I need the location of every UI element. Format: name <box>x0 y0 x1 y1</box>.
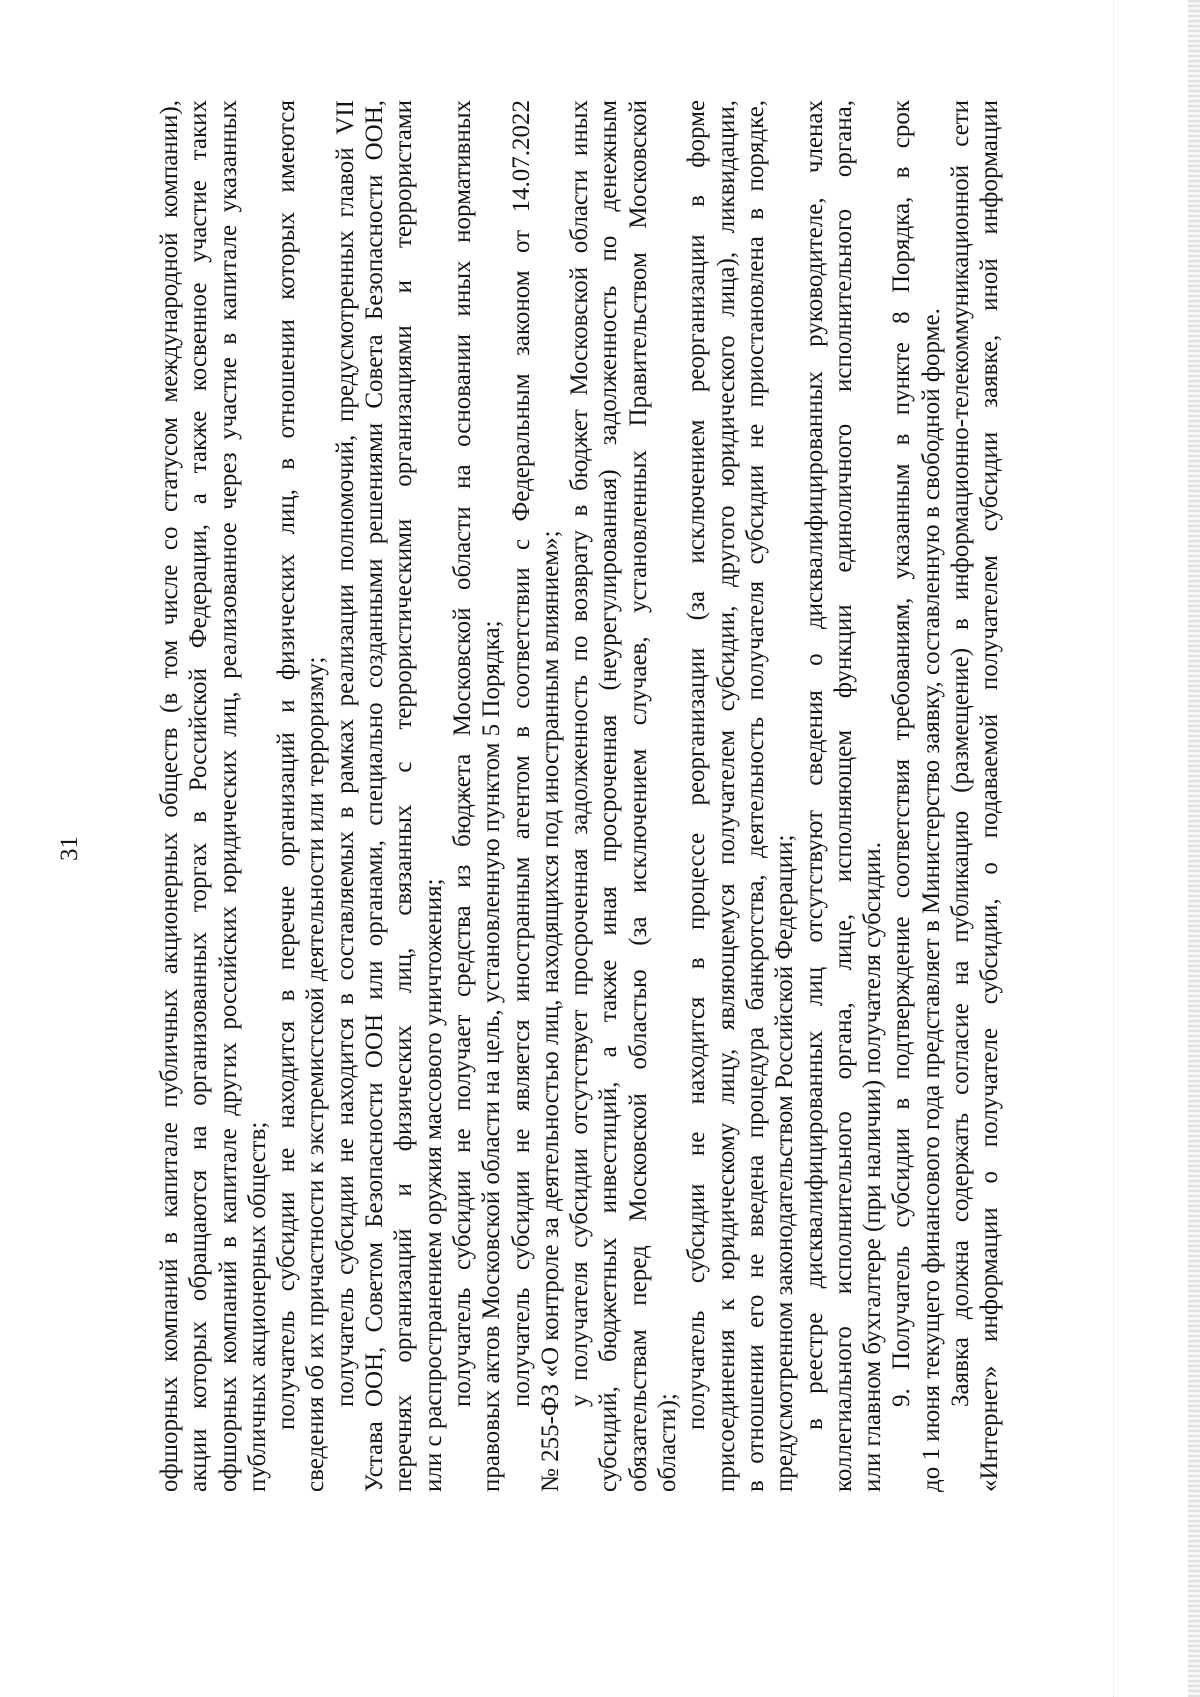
text-line: в реестре дисквалифицированных лиц отсутствуют сведения о дисквалифицированных руководителе, членах <box>800 100 828 1430</box>
text-line: в отношении его не введена процедура банкротства, деятельность получателя субсидии не приостановлена в порядке, <box>741 100 769 1492</box>
text-line: получатель субсидии не является иностранным агентом в соответствии с Федеральным законом от 14.07.2022 <box>507 100 535 1407</box>
paragraph-offshore-participation <box>155 100 272 1492</box>
text-line: получатель субсидии не получает средства из бюджета Московской области на основании иных нормативных <box>448 100 476 1407</box>
paragraph-overdue-debt <box>565 100 682 1492</box>
text-line: предусмотренном законодательством Российской Федерации; <box>771 834 799 1492</box>
scan-edge <box>1188 0 1200 1697</box>
text-line: области); <box>654 1393 682 1492</box>
paragraph-other-budget-funds <box>448 100 507 1492</box>
paragraph-clause-9 <box>887 100 946 1492</box>
text-line: получатель субсидии не находится в составляемых в рамках реализации полномочий, предусмотренных главой VII <box>331 100 359 1407</box>
paragraph-application-consent <box>946 100 1005 1492</box>
text-line: офшорных компаний в капитале публичных акционерных обществ (в том числе со статусом международной компании), <box>156 100 183 1492</box>
page-number: 31 <box>56 836 83 861</box>
text-line: офшорных компаний в капитале других российских юридических лиц, реализованное через участие в капитале указанных <box>214 100 242 1492</box>
text-line: или главном бухгалтере (при наличии) получателя субсидии. <box>859 842 887 1492</box>
text-line: получатель субсидии не находится в процессе реорганизации (за исключением реорганизации в форме <box>683 100 711 1430</box>
text-line: перечнях организаций и физических лиц, связанных с террористическими организациями и террористами <box>390 100 418 1492</box>
text-line: 9. Получатель субсидии в подтверждение соответствия требованиям, указанным в пункте 8 Порядка, в срок <box>888 100 916 1407</box>
scan-artifact-line <box>1113 0 1114 1697</box>
text-line: получатель субсидии не находится в перечне организаций и физических лиц, в отношении которых имеются <box>273 100 301 1430</box>
text-line: акции которых обращаются на организованных торгах в Российской Федерации, а также косвенное участие таких <box>185 100 213 1492</box>
text-line: Заявка должна содержать согласие на публикацию (размещение) в информационно-телекоммуникационной сети <box>947 100 975 1407</box>
paragraph-disqualified-persons <box>800 100 888 1492</box>
text-line: коллегиального исполнительного органа, лице, исполняющем функции единоличного исполнительного органа, <box>829 100 857 1492</box>
paragraph-un-sanctions-list <box>331 100 448 1492</box>
paragraph-foreign-agent <box>507 100 566 1492</box>
text-line: сведения об их причастности к экстремистской деятельности или терроризму; <box>302 656 330 1492</box>
text-line: присоединения к юридическому лицу, являющемуся получателем субсидии, другого юридического лица), ликвидации, <box>712 100 740 1492</box>
text-line: правовых актов Московской области на цель, установленную пунктом 5 Порядка; <box>478 620 506 1492</box>
text-line: субсидий, бюджетных инвестиций, а также иная просроченная (неурегулированная) задолженность по денежным <box>595 100 623 1492</box>
text-line: публичных акционерных обществ; <box>243 1121 271 1492</box>
text-line: у получателя субсидии отсутствует просроченная задолженность по возврату в бюджет Московской области иных <box>566 100 594 1407</box>
text-line: обязательствам перед Московской областью (за исключением случаев, установленных Правительством Московской <box>624 100 652 1492</box>
paragraph-reorganization <box>682 100 799 1492</box>
text-line: «Интернет» информации о получателе субсидии, о подаваемой получателем субсидии заявке, иной информации <box>976 100 1004 1492</box>
text-line: до 1 июня текущего финансового года представляет в Министерство заявку, составленную в свободной форме. <box>917 308 945 1492</box>
text-line: или с распространением оружия массового уничтожения; <box>419 878 447 1492</box>
text-line: № 255-ФЗ «О контроле за деятельностью лиц, находящихся под иностранным влиянием»; <box>536 530 564 1492</box>
paragraph-extremism-list <box>272 100 331 1492</box>
text-line: Устава ООН, Советом Безопасности ООН или органами, специально созданными решениями Совета Безопасности ООН, <box>361 100 389 1492</box>
body-text <box>155 100 1005 1492</box>
